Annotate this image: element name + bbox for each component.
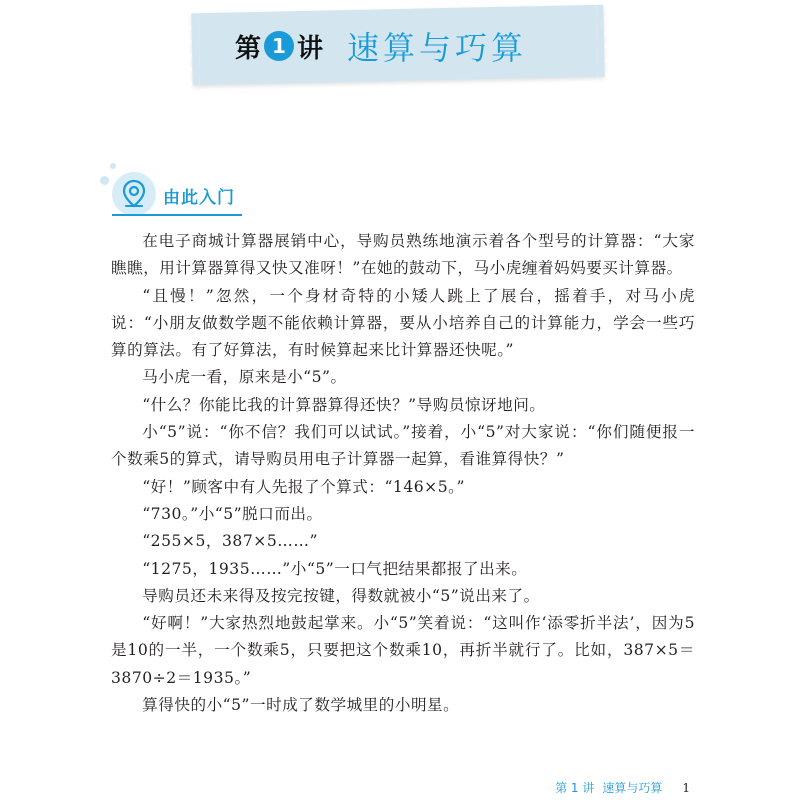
lecture-suffix: 讲 (297, 33, 324, 64)
paragraph: “255×5，387×5……” (142, 532, 318, 551)
page-footer (555, 779, 690, 796)
paragraph: 导购员还未来得及按完按键，得数就被小“5”说出来了。 (142, 586, 540, 605)
section-title: 由此入门 (163, 188, 235, 208)
footer-title: 速算与巧算 (602, 781, 663, 795)
lecture-number-badge: 1 (264, 31, 294, 61)
paragraph: “且慢！”忽然，一个身材奇特的小矮人跳上了展台，摇着手，对马小虎说：“小朋友做数学题不能依赖计算器，要从小培养自己的计算能力，学会一些巧算的算法。有了好算法，有时候算起来比计算器还快呢。” (111, 286, 695, 360)
page-number: 1 (682, 781, 690, 795)
section-underline (112, 214, 242, 216)
paragraph: “好！”顾客中有人先报了个算式：“146×5。” (142, 477, 465, 496)
paragraph: “什么？你能比我的计算器算得还快？”导购员惊讶地问。 (142, 395, 546, 414)
paragraph: 算得快的小“5”一时成了数学城里的小明星。 (142, 696, 460, 715)
paragraph: 马小虎一看，原来是小“5”。 (142, 368, 347, 387)
story-body (111, 228, 695, 719)
paragraph: “好啊！”大家热烈地鼓起掌来。小“5”笑着说：“这叫作‘添零折半法’，因为5是10的一半，一个数乘5，只要把这个数乘10，再折半就行了。比如，387×5＝3870÷2＝1935。” (111, 614, 695, 687)
footer-lecture-label: 第 1 讲 (555, 781, 595, 795)
paragraph: 小“5”说：“你不信？我们可以试试。”接着，小“5”对大家说：“你们随便报一个数乘5的算式，请导购员用电子计算器一起算，看谁算得快？” (111, 423, 695, 469)
location-pin-icon (121, 179, 147, 209)
decor-dot (110, 163, 116, 169)
lecture-heading (235, 22, 527, 70)
lecture-prefix: 第 (235, 33, 262, 64)
lecture-title: 速算与巧算 (347, 29, 528, 67)
paragraph: “1275，1935……”小“5”一口气把结果都报了出来。 (142, 559, 528, 578)
paragraph: 在电子商城计算器展销中心，导购员熟练地演示着各个型号的计算器：“大家瞧瞧，用计算器算得又快又准呀！”在她的鼓动下，马小虎缠着妈妈要买计算器。 (111, 232, 695, 278)
paragraph: “730。”小“5”脱口而出。 (142, 504, 323, 523)
decor-dot (100, 176, 109, 185)
section-icon-badge (112, 172, 156, 216)
